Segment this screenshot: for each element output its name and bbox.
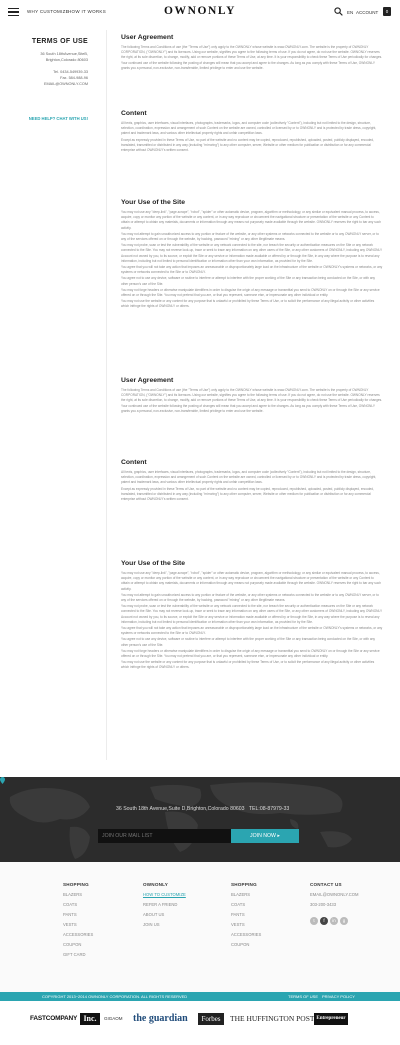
footer-link-coupon[interactable]: COUPON (63, 942, 82, 947)
footer-link-vests[interactable]: VESTS (63, 922, 77, 927)
section-paragraph: You may not forge headers or otherwise manipulate identifiers in order to disguise the origin of any message or transmittal you send to OWNONLY on or through the Site or any service offered on or through the Site. You may not pretend that you are, or that you represent, someone else, or impersonate any other individual or entity. (121, 287, 380, 298)
section-title: User Agreement (121, 377, 174, 384)
fast-company-logo: FASTCOMPANY (30, 1015, 78, 1022)
section-paragraph: You may not probe, scan or test the vulnerability of the website or any network connected to the site, nor breach the security or authentication measures on the Site or any network connected to the Site. You may not reverse look-up, trace or seek to trace any information on any other users of the Site, or any other customers of OWNONLY, including any OWNONLY Account not owned by you, to its source, or exploit the Site or any service or information made available or offered by or through the Site, in any way where the purpose is to reveal any information, including but not limited to personal identification or information other than your own information, as provided for by the Site. (121, 243, 383, 263)
gigaom-logo: GIGAOM (104, 1016, 123, 1021)
world-map-graphic (0, 777, 400, 862)
terms-section (121, 34, 383, 72)
terms-section (121, 110, 383, 154)
footer-link-blazers[interactable]: BLAZERS (63, 892, 83, 897)
huffington-post-logo: THE HUFFINGTON POST (230, 1014, 315, 1023)
section-paragraph: You may not forge headers or otherwise manipulate identifiers in order to disguise the origin of any message or transmittal you send to OWNONLY on or through the Site or any service offered on or through the Site. You may not pretend that you are, or that you represent, someone else, or impersonate any other individual or entity. (121, 648, 380, 659)
linkedin-icon[interactable]: in (330, 917, 338, 925)
section-paragraph: You may not probe, scan or test the vulnerability of the website or any network connected to the site, nor breach the security or authentication measures on the Site or any network connected to the Site. You may not reverse look-up, trace or seek to trace any information on any other users of the Site, or any other customers of OWNONLY, including any OWNONLY Account not owned by you, to its source, or exploit the Site or any service or information made available or offered by or through the Site, in any way where the purpose is to reveal any information, including but not limited to personal identification or information other than your own information, as provided for by the Site. (121, 604, 383, 624)
footer-col-title: SHOPPING (63, 882, 89, 887)
footer-address-line (108, 806, 289, 812)
sidebar-tel: Tel. 0434-549939-33 (53, 70, 88, 74)
section-paragraph: You agree that you will not take any action that imposes an unreasonable or disproportionately large load on the infrastructure of the website or OWNONLY's systems or networks, or any systems or networks connected to the Site or to OWNONLY. (121, 626, 383, 636)
footer-link-accessories[interactable]: ACCESSORIES (231, 932, 262, 937)
terms-of-use-link[interactable]: TERMS OF USE (288, 994, 319, 999)
terms-section (121, 459, 383, 503)
sidebar (22, 38, 88, 87)
mail-list-input[interactable] (98, 829, 231, 843)
footer-link-coats[interactable]: COATS (231, 902, 246, 907)
footer-link-gift-card[interactable]: GIFT CARD (63, 952, 86, 957)
section-paragraph: You may not use the website or any content for any purpose that is unlawful or prohibited by these Terms of Use, or to solicit the performance of any illegal activity or other activities which infringe the rights of OWNONLY or others. (121, 660, 375, 670)
privacy-policy-link[interactable]: PRIVACY POLICY (322, 994, 355, 999)
section-title: Content (121, 459, 147, 466)
section-paragraph: All texts, graphics, user interfaces, visual interfaces, photographs, trademarks, logos, and computer code (collectively "Content"), including but not limited to the design, structure, selection, coordination, expression and arrangement of such Content on the website are owned, controlled or licensed by or to OWNONLY and is protected by trade dress, copyright, patent and trademark laws, and various other intellectual property rights and unfair competition laws. (121, 470, 377, 485)
footer-link-coupon[interactable]: COUPON (231, 942, 250, 947)
forbes-logo: Forbes (198, 1013, 224, 1025)
search-icon[interactable] (334, 7, 343, 16)
help-chat-link[interactable]: NEED HELP? CHAT WITH US! (28, 116, 88, 121)
footer-col-title: OWNONLY (143, 882, 168, 887)
footer-col-ownonly (143, 882, 186, 930)
copyright-text: COPYRIGHT 2013~2014 OWNONLY CORPORATION. ALL RIGHTS RESERVED (42, 994, 188, 999)
footer-link-about-us[interactable]: ABOUT US (143, 912, 165, 917)
footer-contact-phone: 303-200-3433 (310, 902, 337, 907)
help-wrap (18, 110, 88, 122)
footer-links (0, 862, 400, 992)
footer-col-contact (310, 882, 359, 930)
nav-why-customize[interactable]: WHY CUSTOMIZE (27, 9, 69, 14)
section-paragraph: You agree not to use any device, software or routine to interfere or attempt to interfere with the proper working of the Site or any transaction being conducted on the Site, or with any other person's use of the Site. (121, 637, 375, 647)
sidebar-address-line-2: Brighton,Colorado 80603 (45, 58, 88, 62)
section-paragraph: You may not attempt to gain unauthorized access to any portion or feature of the website, or any other systems or networks connected to the website or to any OWNONLY server, or to any of the services offered on or through the website, by hacking, password "mining" or any other illegitimate means. (121, 231, 379, 242)
terms-section (121, 199, 383, 311)
divider (106, 30, 107, 760)
footer-map-banner (0, 777, 400, 862)
sidebar-title: TERMS OF USE (31, 38, 88, 45)
guardian-logo: the guardian (133, 1013, 188, 1024)
section-paragraph: You agree that you will not take any action that imposes an unreasonable or disproportionately large load on the infrastructure of the website or OWNONLY's systems or networks, or any systems or networks connected to the Site or to OWNONLY. (121, 265, 383, 275)
google-plus-icon[interactable]: g (340, 917, 348, 925)
footer-link-how-to-customize[interactable]: HOW TO CUSTOMIZE (143, 892, 186, 897)
footer-link-blazers[interactable]: BLAZERS (231, 892, 251, 897)
footer-col-shopping-1 (63, 882, 93, 960)
site-header (0, 0, 400, 24)
section-paragraph: Except as expressly provided in these Terms of Use, no part of the website and no content may be copied, reproduced, republished, uploaded, posted, publicly displayed, encoded, translated, transmitted or distributed in any way (including "mirroring") to any other computer, server, Website or other medium for publication or distribution or for any commercial enterprise without OWNONLY's written consent. (121, 486, 374, 502)
footer-link-accessories[interactable]: ACCESSORIES (63, 932, 94, 937)
footer-address: 36 South 18th Avenue,Suite D,Brighton,Colorado 80603 (116, 806, 245, 812)
entrepreneur-logo: Entrepreneur (314, 1013, 348, 1025)
footer-link-vests[interactable]: VESTS (231, 922, 245, 927)
section-paragraph: You may not use any "deep-link", "page-scrape", "robot", "spider" or other automatic device, program, algorithm or methodology, or any similar or equivalent manual process, to access, acquire, copy or monitor any portion of the website or any content, or in any way reproduce or circumvent the navigational structure or presentation of the website or any Content to obtain or attempt to obtain any materials, documents or information through any means not purposely made available through the website. OWNONLY reserves the right to bar any such activity. (121, 210, 381, 230)
section-paragraph: Except as expressly provided in these Terms of Use, no part of the website and no content may be copied, reproduced, republished, uploaded, posted, publicly displayed, encoded, translated, transmitted or distributed in any way (including "mirroring") to any other computer, server, Website or other medium for publication or distribution or for any commercial enterprise without OWNONLY's written consent. (121, 137, 374, 153)
terms-section (121, 377, 383, 415)
section-paragraph: You agree not to use any device, software or routine to interfere or attempt to interfere with the proper working of the Site or any transaction being conducted on the Site, or with any other person's use of the Site. (121, 276, 375, 286)
terms-section (121, 560, 383, 672)
section-paragraph: All texts, graphics, user interfaces, visual interfaces, photographs, trademarks, logos, and computer code (collectively "Content"), including but not limited to the design, structure, selection, coordination, expression and arrangement of such Content on the website are owned, controlled or licensed by or to OWNONLY and is protected by trade dress, copyright, patent and trademark laws, and various other intellectual property rights and unfair competition laws. (121, 121, 377, 136)
social-icons (310, 912, 359, 930)
press-logos (0, 1001, 400, 1045)
section-paragraph: You may not use the website or any content for any purpose that is unlawful or prohibited by these Terms of Use, or to solicit the performance of any illegal activity or other activities which infringe the rights of OWNONLY or others. (121, 299, 375, 309)
footer-col-title: SHOPPING (231, 882, 257, 887)
section-title: Content (121, 110, 147, 117)
section-title: Your Use of the Site (121, 560, 186, 567)
language-selector[interactable]: EN (347, 10, 354, 15)
sidebar-email[interactable]: EMAIL@OWNONLY.COM (43, 82, 88, 86)
sidebar-address-line-1: 36 South 18thAvenue,SiteB, (40, 52, 88, 56)
footer-link-coats[interactable]: COATS (63, 902, 78, 907)
facebook-icon[interactable]: f (320, 917, 328, 925)
menu-icon[interactable] (8, 8, 19, 16)
section-paragraph: The following Terms and Conditions of use (the "Terms of Use") only apply to the OWNONLY whose website is www.OWNONLY.com. The website is the property of OWNONLY CORPORATION, ("OWNONLY") and its licensors. Using our website, signifies you agree to the following terms of use. If you do not agree, do not use the website. OWNONLY reserves the right, at its sole discretion, to change, modify, add or remove portions of these Terms of Use, at any time. It is your responsibility to check these Terms of Use periodically for changes. Your continued use of the website following the posting of changes will mean that you accept and agree to the changes. As long as you comply with these Terms of Use, OWNONLY grants you a personal, non-exclusive, non-transferable, limited privilege to enter and use the website. (121, 388, 383, 413)
footer-link-pants[interactable]: PANTS (63, 912, 77, 917)
section-paragraph: You may not attempt to gain unauthorized access to any portion or feature of the website, or any other systems or networks connected to the website or to any OWNONLY server, or to any of the services offered on or through the website, by hacking, password "mining" or any other illegitimate means. (121, 592, 379, 603)
inc-logo: Inc. (80, 1013, 100, 1025)
section-title: Your Use of the Site (121, 199, 186, 206)
bag-count: 0 (385, 9, 389, 14)
site-logo[interactable]: OWNONLY (163, 5, 237, 17)
section-paragraph: You may not use any "deep-link", "page-scrape", "robot", "spider" or other automatic device, program, algorithm or methodology, or any similar or equivalent manual process, to access, acquire, copy or monitor any portion of the website or any content, or in any way reproduce or circumvent the navigational structure or presentation of the website or any Content to obtain or attempt to obtain any materials, documents or information through any means not purposely made available through the website. OWNONLY reserves the right to bar any such activity. (121, 571, 381, 591)
copyright-bar (0, 992, 400, 1001)
section-paragraph: The following Terms and Conditions of use (the "Terms of Use") only apply to the OWNONLY whose website is www.OWNONLY.com. The website is the property of OWNONLY CORPORATION, ("OWNONLY") and its licensors. Using our website, signifies you agree to the following terms of use. If you do not agree, do not use the website. OWNONLY reserves the right, at its sole discretion, to change, modify, add or remove portions of these Terms of Use, at any time. It is your responsibility to check these Terms of Use periodically for changes. Your continued use of the website following the posting of changes will mean that you accept and agree to the changes. As long as you comply with these Terms of Use, OWNONLY grants you a personal, non-exclusive, non-transferable, limited privilege to enter and use the website. (121, 45, 383, 70)
footer-link-refer-a-friend[interactable]: REFER A FRIEND (143, 902, 178, 907)
shopping-bag-icon[interactable] (383, 7, 391, 16)
footer-col-title: CONTACT US (310, 882, 342, 887)
nav-how-it-works[interactable]: HOW IT WORKS (68, 9, 107, 14)
footer-col-shopping-2 (231, 882, 261, 950)
sidebar-fax: Fax. 584-988-96 (60, 76, 88, 80)
footer-link-join-us[interactable]: JOIN US (143, 922, 160, 927)
join-now-button[interactable]: JOIN NOW ▸ (231, 829, 299, 843)
twitter-icon[interactable]: t (310, 917, 318, 925)
footer-contact-email[interactable]: EMAIL@OWNONLY.COM (310, 892, 359, 897)
account-link[interactable]: ACCOUNT (356, 10, 379, 15)
map-pin-icon (0, 777, 5, 784)
section-title: User Agreement (121, 34, 174, 41)
footer-link-pants[interactable]: PANTS (231, 912, 245, 917)
footer-tel: TEL:08-87979-33 (248, 806, 290, 812)
